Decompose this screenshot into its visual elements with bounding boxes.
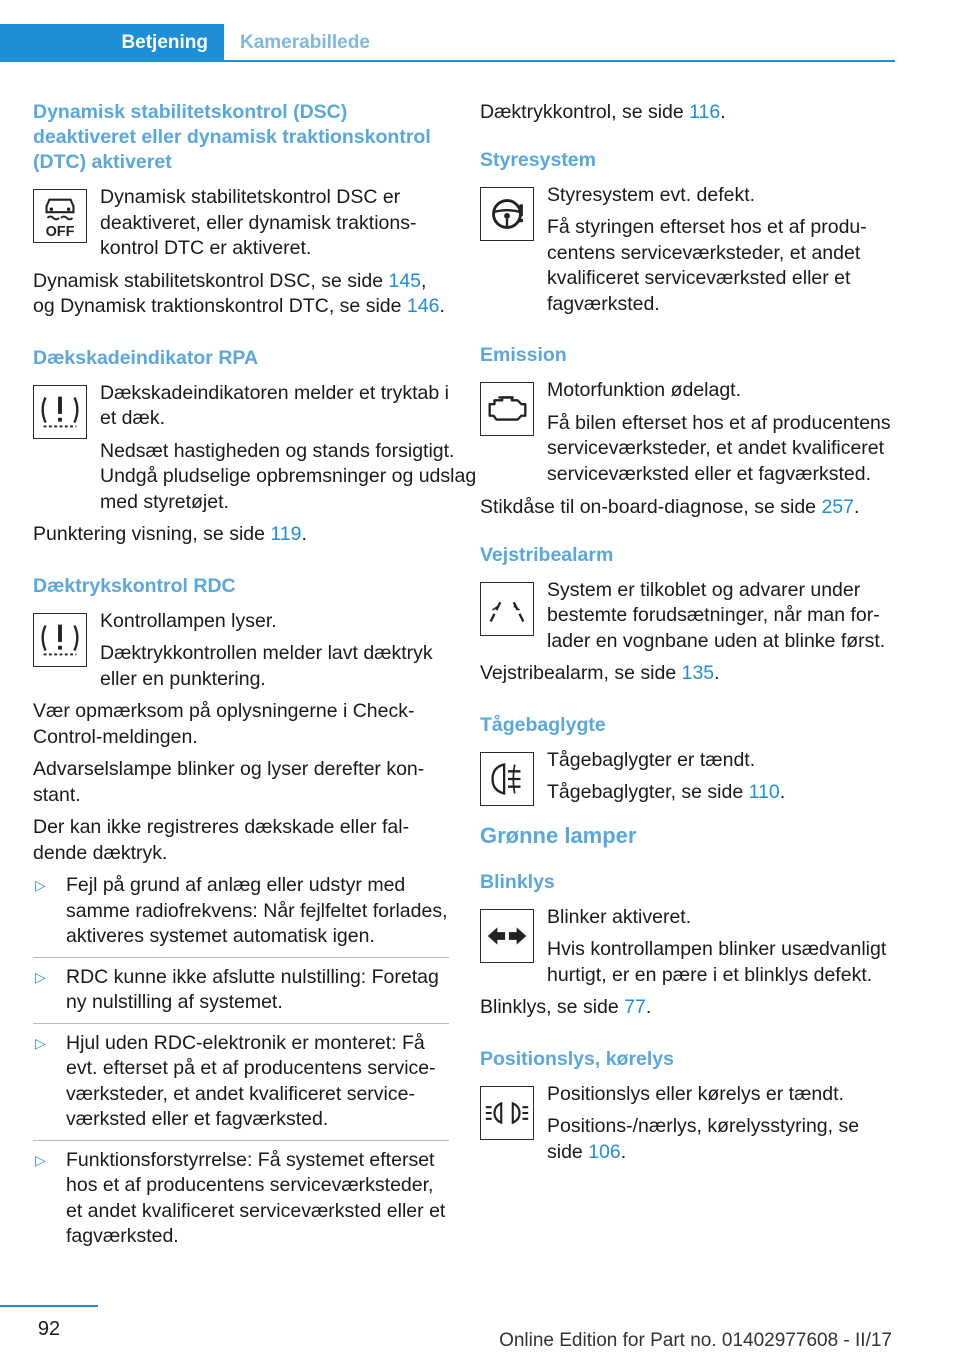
svg-text:OFF: OFF bbox=[45, 224, 75, 241]
icon-row bbox=[480, 1082, 896, 1166]
section-turn bbox=[480, 870, 896, 1021]
section-fog bbox=[480, 713, 896, 806]
section-lane bbox=[480, 543, 896, 687]
list-item: ▷ Fejl på grund af anlæg eller udstyr med samme radiofrekvens: Når fejlfeltet forlades, aktiveres systemet automatisk igen. bbox=[33, 873, 449, 958]
rdc-desc-1: Kontrollampen lyser. bbox=[100, 609, 277, 632]
section-heading: Vejstribealarm bbox=[480, 543, 614, 566]
rdc-desc-3: Vær opmærksom på oplysningerne i Check-Control-meldingen. bbox=[33, 700, 415, 748]
left-column bbox=[33, 100, 477, 1264]
tire-warning-icon bbox=[33, 385, 87, 439]
header-rule bbox=[0, 60, 895, 62]
rdc-bullet-list bbox=[33, 873, 449, 1257]
section-heading: Blinklys bbox=[480, 870, 555, 893]
icon-row bbox=[480, 183, 896, 318]
page-link-77[interactable]: 77 bbox=[624, 996, 646, 1018]
rdc-desc-4: Advarselslampe blinker og lyser derefter konstant. bbox=[33, 758, 425, 806]
green-lamps-heading: Grønne lamper bbox=[480, 822, 637, 848]
icon-row bbox=[33, 185, 449, 262]
icon-row bbox=[33, 381, 477, 516]
bullet-triangle-icon: ▷ bbox=[35, 877, 46, 893]
bullet-triangle-icon: ▷ bbox=[35, 1034, 46, 1051]
page-link-135[interactable]: 135 bbox=[681, 662, 715, 684]
turn-reference: Blinklys, se side 77. bbox=[480, 996, 652, 1018]
rpa-desc-1: Dækskadeindikatoren melder et tryktab i et dæk. bbox=[100, 381, 449, 429]
footer-rule bbox=[0, 1305, 98, 1307]
emission-desc-1: Motorfunktion ødelagt. bbox=[547, 379, 742, 401]
dsc-off-icon bbox=[33, 189, 87, 243]
rdc-reference: Dæktrykkontrol, se side 116. bbox=[480, 101, 726, 123]
tab-betjening[interactable]: Betjening bbox=[0, 24, 224, 62]
section-emission bbox=[480, 343, 896, 521]
section-heading: Tågebaglygte bbox=[480, 713, 606, 736]
section-heading: Dæktrykskontrol RDC bbox=[33, 574, 236, 597]
section-dsc bbox=[33, 100, 449, 320]
lane-reference: Vejstribealarm, se side 135. bbox=[480, 662, 720, 684]
tire-pressure-icon bbox=[33, 613, 87, 667]
parking-desc-2: Positions-/nærlys, kørelysstyring, se side 106. bbox=[547, 1115, 860, 1163]
page-link-119[interactable]: 119 bbox=[270, 523, 302, 545]
lane-departure-icon bbox=[480, 582, 534, 636]
section-heading: Styresystem bbox=[480, 148, 596, 171]
icon-row bbox=[33, 609, 449, 693]
page-link-257[interactable]: 257 bbox=[821, 496, 854, 518]
section-rdc bbox=[33, 574, 449, 1257]
section-heading: Positionslys, kørelys bbox=[480, 1047, 675, 1070]
emission-desc-2: Få bilen efterset hos et af producentens serviceværksteder, et andet kvalificeret serviceværksted eller et fagværksted. bbox=[547, 411, 891, 485]
icon-row bbox=[480, 905, 896, 989]
page-link-146[interactable]: 146 bbox=[406, 295, 440, 317]
section-heading: Emission bbox=[480, 344, 567, 366]
page-link-145[interactable]: 145 bbox=[388, 269, 422, 292]
fog-desc-1: Tågebaglygter er tændt. bbox=[547, 748, 756, 771]
dsc-reference: Dynamisk stabilitetskontrol DSC, se side 145, og Dynamisk traktionskontrol DTC, se side 146. bbox=[33, 269, 445, 317]
header-tabs bbox=[0, 0, 960, 62]
section-heading: Dynamisk stabilitetskontrol (DSC) deaktiveret eller dynamisk traktionskontrol (DTC) aktiveret bbox=[33, 101, 431, 173]
turn-desc-2: Hvis kontrollampen blinker usædvanligt hurtigt, er en pære i et blinklys defekt. bbox=[547, 938, 887, 986]
turn-desc-1: Blinker aktiveret. bbox=[547, 905, 692, 928]
icon-row bbox=[480, 578, 896, 655]
parking-desc-1: Positionslys eller kørelys er tændt. bbox=[547, 1082, 844, 1105]
lane-desc-1: System er tilkoblet og advarer under bestemte forudsætninger, når man forlader en vognbane uden at blinke først. bbox=[547, 578, 886, 652]
section-steering bbox=[480, 148, 896, 318]
icon-row bbox=[480, 748, 896, 806]
rdc-desc-5: Der kan ikke registreres dækskade eller faldende dæktryk. bbox=[33, 816, 410, 864]
tab-kamerabillede[interactable]: Kamerabillede bbox=[240, 32, 370, 53]
parking-light-icon bbox=[480, 1086, 534, 1140]
emission-reference: Stikdåse til on-board-diagnose, se side 257. bbox=[480, 496, 860, 518]
list-item: ▷ RDC kunne ikke afslutte nulstilling: Foretag ny nulstilling af systemet. bbox=[33, 965, 449, 1024]
list-item: ▷ Funktionsforstyrrelse: Få systemet efterset hos et af producentens serviceværksteder, et andet kvalificeret serviceværksted eller et fagværksted. bbox=[35, 1148, 446, 1247]
section-parking bbox=[480, 1047, 896, 1166]
steering-desc-2: Få styringen efterset hos et af producentens serviceværksteder, et andet kvalificeret serviceværksted eller et fagværksted. bbox=[547, 216, 867, 315]
list-item: ▷ Hjul uden RDC-elektronik er monteret: Få evt. efterset på et af producentens serviceværksteder, et andet kvalificeret serviceværksted eller et fagværksted. bbox=[33, 1031, 449, 1141]
rdc-desc-2: Dæktrykkontrollen melder lavt dæktryk eller en punktering. bbox=[100, 642, 433, 690]
page-link-110[interactable]: 110 bbox=[748, 781, 780, 803]
rpa-reference: Punktering visning, se side 119. bbox=[33, 523, 307, 545]
bullet-triangle-icon: ▷ bbox=[35, 968, 46, 985]
page-link-106[interactable]: 106 bbox=[588, 1140, 621, 1163]
right-column bbox=[480, 100, 896, 1191]
fog-reference: Tågebaglygter, se side 110. bbox=[547, 781, 786, 803]
page-link-116[interactable]: 116 bbox=[689, 101, 721, 123]
section-heading: Dækskadeindikator RPA bbox=[33, 346, 259, 369]
rear-fog-icon bbox=[480, 752, 534, 806]
steering-desc-1: Styresystem evt. defekt. bbox=[547, 183, 756, 206]
turn-signal-icon bbox=[480, 909, 534, 963]
section-rpa bbox=[33, 346, 477, 548]
dsc-description: Dynamisk stabilitetskontrol DSC er deaktiveret, eller dynamisk traktionskontrol DTC er aktiveret. bbox=[100, 186, 417, 259]
icon-row bbox=[480, 378, 896, 487]
edition-line: Online Edition for Part no. 01402977608 - II/17 bbox=[499, 1330, 892, 1351]
engine-icon bbox=[480, 382, 534, 436]
bullet-triangle-icon: ▷ bbox=[35, 1151, 46, 1168]
rpa-desc-2-start: Nedsæt hastigheden og stands forsigtigt. Undgå pludselige opbremsninger og udslag med styretøjet. bbox=[100, 439, 477, 513]
page-number: 92 bbox=[37, 1318, 61, 1340]
steering-warning-icon bbox=[480, 187, 534, 241]
